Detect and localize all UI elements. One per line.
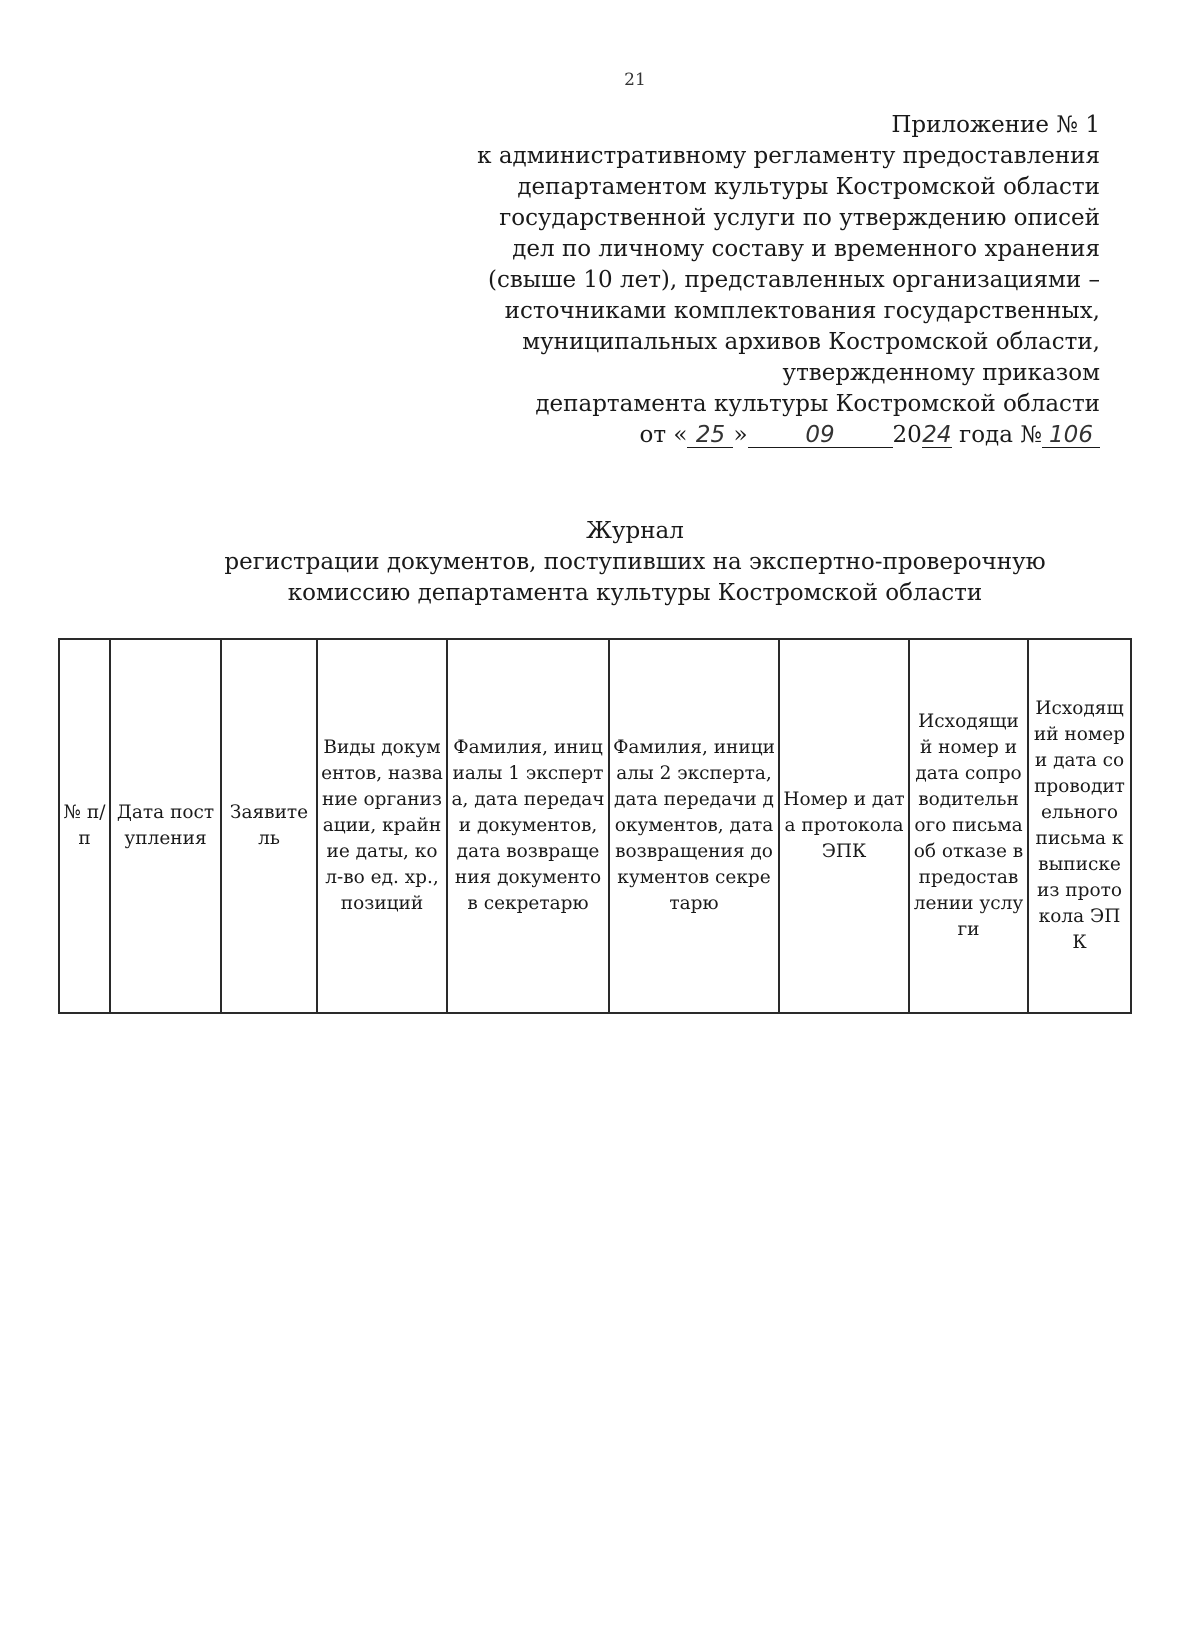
order-number-handwritten: 106 xyxy=(1042,423,1100,448)
order-year-handwritten: 24 xyxy=(922,422,952,448)
appendix-line: департаментом культуры Костромской области xyxy=(517,174,1100,200)
journal-subtitle-line: комиссию департамента культуры Костромской области xyxy=(287,580,983,606)
appendix-line: утвержденному приказом xyxy=(782,360,1100,386)
order-day-handwritten: 25 xyxy=(687,423,733,448)
order-close-quote: » xyxy=(733,422,748,448)
table-header-row xyxy=(59,639,1131,1013)
header-expert-1: Фамилия, инициалы 1 эксперта, дата передачи документов, дата возвращения документов секретарю xyxy=(447,639,609,1013)
header-expert-2: Фамилия, инициалы 2 эксперта, дата передачи документов, дата возвращения документов секретарю xyxy=(609,639,779,1013)
appendix-line: источниками комплектования государственных, xyxy=(504,298,1100,324)
appendix-line: департамента культуры Костромской области xyxy=(535,391,1100,417)
appendix-line: муниципальных архивов Костромской области, xyxy=(522,329,1100,355)
header-protocol: Номер и дата протокола ЭПК xyxy=(779,639,909,1013)
appendix-line: к административному регламенту предоставления xyxy=(477,143,1100,169)
header-receipt-date: Дата поступления xyxy=(110,639,221,1013)
page-number: 21 xyxy=(624,70,646,90)
journal-subtitle-line: регистрации документов, поступивших на экспертно-проверочную xyxy=(224,549,1046,575)
order-date-line xyxy=(400,420,1100,451)
order-prefix: от « xyxy=(639,422,688,448)
header-number: № п/п xyxy=(59,639,110,1013)
appendix-block xyxy=(400,110,1100,451)
registration-journal-table xyxy=(58,638,1132,1014)
appendix-line: дел по личному составу и временного хранения xyxy=(512,236,1100,262)
order-month-handwritten: 09 xyxy=(748,423,893,448)
journal-title: Журнал xyxy=(586,518,684,544)
header-refusal-letter: Исходящий номер и дата сопроводительного письма об отказе в предоставлении услуги xyxy=(909,639,1028,1013)
header-applicant: Заявитель xyxy=(221,639,317,1013)
header-extract-letter: Исходящий номер и дата сопроводительного письма к выписке из протокола ЭПК xyxy=(1028,639,1131,1013)
order-year-prefix: 20 xyxy=(892,422,922,448)
order-year-word: года № xyxy=(951,422,1042,448)
appendix-line: государственной услуги по утверждению описей xyxy=(499,205,1100,231)
appendix-line: (свыше 10 лет), представленных организациями – xyxy=(487,267,1100,293)
journal-title-block xyxy=(0,516,1200,609)
header-document-types: Виды документов, название организации, крайние даты, кол-во ед. хр., позиций xyxy=(317,639,447,1013)
appendix-title: Приложение № 1 xyxy=(891,112,1100,138)
